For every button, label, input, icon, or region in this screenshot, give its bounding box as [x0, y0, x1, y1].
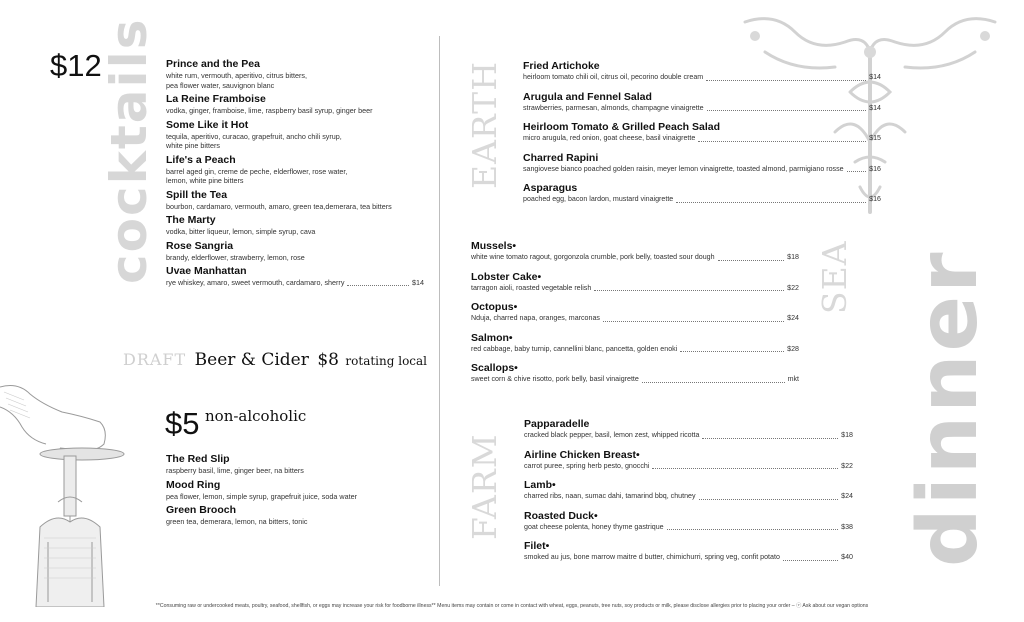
cocktail-item	[166, 189, 424, 212]
cocktail-desc: vodka, ginger, framboise, lime, raspberry basil syrup, ginger beer	[166, 106, 373, 115]
center-divider	[439, 36, 440, 586]
draft-label: DRAFT	[123, 350, 187, 369]
cocktail-desc: lemon, white pine bitters	[166, 176, 244, 185]
cocktail-item	[166, 93, 424, 116]
dish-desc: strawberries, parmesan, almonds, champagne vinaigrette	[523, 103, 704, 112]
dish-name: Papparadelle	[524, 418, 590, 430]
dot-leader	[680, 351, 784, 352]
dot-leader	[699, 499, 839, 500]
dish-name: Heirloom Tomato & Grilled Peach Salad	[523, 121, 721, 133]
earth-item	[523, 182, 881, 205]
dish-desc: white wine tomato ragout, gorgonzola crumble, pork belly, toasted sour dough	[471, 253, 715, 261]
dish-price: $16	[869, 164, 881, 173]
earth-item	[523, 60, 881, 83]
dish-price: $24	[841, 492, 853, 500]
dish-row	[523, 73, 881, 83]
na-item	[166, 504, 406, 527]
draft-beer-line	[123, 350, 427, 370]
dish-name: Lamb•	[524, 479, 556, 491]
cocktail-name: Rose Sangria	[166, 239, 234, 252]
dish-row	[523, 195, 881, 205]
cocktail-desc: white rum, vermouth, aperitivo, citrus bitters,	[166, 71, 308, 80]
farm-section-label: FARM	[465, 433, 504, 540]
cocktail-item	[166, 119, 424, 151]
dish-name: Arugula and Fennel Salad	[523, 90, 652, 103]
cocktail-name: La Reine Framboise	[166, 93, 266, 105]
dish-name: Lobster Cake•	[471, 270, 542, 283]
dish-desc: Nduja, charred napa, oranges, marconas	[471, 314, 600, 322]
dish-row	[523, 165, 881, 175]
draft-note: rotating local	[345, 354, 428, 368]
dish-row	[523, 134, 881, 144]
farm-item	[524, 449, 853, 472]
cocktail-item	[166, 154, 424, 186]
cocktail-desc: white pine bitters	[166, 141, 220, 150]
dish-price: $14	[869, 73, 881, 81]
dot-leader	[702, 438, 838, 439]
dish-desc: poached egg, bacon lardon, mustard vinaigrette	[523, 195, 674, 203]
dish-row	[524, 431, 853, 441]
dish-desc: red cabbage, baby turnip, cannellini blanc, pancetta, golden enoki	[471, 344, 678, 353]
dish-row	[471, 345, 799, 355]
na-name: The Red Slip	[166, 453, 230, 465]
earth-list	[523, 60, 881, 213]
allergy-footer: **Consuming raw or undercooked meats, poultry, seafood, shellfish, or eggs may increase your risk for foodborne illness** Menu items may contain or come in contact with wheat, eggs, peanuts, tree nuts, soy products or milk, please disclose allergies prior to placing your order – ⓥ Ask about our vegan options	[155, 603, 869, 609]
dish-desc: sweet corn & chive risotto, pork belly, basil vinaigrette	[471, 375, 639, 383]
cocktail-name: Prince and the Pea	[166, 58, 260, 70]
farm-item	[524, 510, 853, 533]
dot-leader	[783, 560, 838, 561]
cocktail-desc: pea flower water, sauvignon blanc	[166, 80, 275, 90]
earth-item	[523, 91, 881, 114]
sea-item	[471, 240, 799, 263]
cocktails-heading: cocktails	[100, 17, 158, 284]
dot-leader	[698, 141, 866, 142]
cocktail-desc: barrel aged gin, creme de peche, elderflower, rose water,	[166, 166, 348, 176]
dish-row	[471, 253, 799, 263]
dish-desc: micro arugula, red onion, goat cheese, basil vinaigrette	[523, 134, 696, 142]
sea-item	[471, 332, 799, 355]
sea-section-label: SEA	[815, 240, 854, 314]
cocktails-price: $12	[50, 48, 102, 83]
cocktail-item	[166, 214, 424, 237]
cocktail-name: Uvae Manhattan	[166, 265, 247, 277]
dot-leader	[594, 290, 784, 291]
dot-leader	[642, 382, 785, 383]
dish-row	[471, 284, 799, 294]
cocktail-name: The Marty	[166, 214, 216, 226]
na-item	[166, 453, 406, 476]
cocktail-name: Some Like it Hot	[166, 118, 249, 131]
dot-leader	[707, 110, 867, 111]
dish-row	[524, 492, 853, 502]
dish-price: $14	[869, 103, 881, 112]
dish-name: Octopus•	[471, 301, 518, 313]
sea-item	[471, 271, 799, 294]
dish-desc: sangiovese bianco poached golden raisin, meyer lemon vinaigrette, toasted almond, parmigiano rosse	[523, 164, 844, 173]
farm-item	[524, 540, 853, 563]
dot-leader	[652, 468, 838, 469]
dish-name: Salmon•	[471, 331, 513, 344]
farm-item	[524, 418, 853, 441]
na-item	[166, 479, 406, 502]
dish-desc: charred ribs, naan, sumac dahi, tamarind bbq, chutney	[524, 492, 696, 500]
earth-item	[523, 152, 881, 175]
dinner-heading: dinner	[901, 249, 996, 567]
sea-list	[471, 240, 799, 393]
dot-leader	[676, 202, 866, 203]
dish-desc: cracked black pepper, basil, lemon zest, whipped ricotta	[524, 431, 700, 439]
dot-leader	[706, 80, 866, 81]
dish-price: $18	[841, 431, 853, 439]
cocktails-list	[166, 58, 424, 291]
dish-name: Mussels•	[471, 240, 517, 252]
dot-leader	[847, 171, 867, 172]
dish-name: Filet•	[524, 540, 550, 552]
sea-item	[471, 362, 799, 385]
dish-row	[523, 104, 881, 114]
dish-name: Roasted Duck•	[524, 509, 598, 522]
dish-name: Airline Chicken Breast•	[524, 448, 640, 461]
non-alcoholic-label: non-alcoholic	[205, 407, 307, 425]
dish-price: mkt	[787, 375, 799, 383]
non-alcoholic-list	[166, 453, 406, 530]
dish-row	[524, 553, 853, 563]
na-desc: pea flower, lemon, simple syrup, grapefruit juice, soda water	[166, 491, 357, 501]
farm-list	[524, 418, 853, 571]
cocktail-price: $14	[412, 278, 424, 287]
cocktail-name: Life's a Peach	[166, 153, 236, 166]
dish-price: $18	[787, 253, 799, 261]
dot-leader	[603, 321, 784, 322]
dish-name: Fried Artichoke	[523, 60, 600, 72]
dish-price: $24	[787, 314, 799, 322]
draft-title: Beer & Cider	[194, 350, 309, 370]
na-name: Green Brooch	[166, 504, 237, 516]
earth-section-label: EARTH	[465, 61, 504, 189]
dish-row	[471, 314, 799, 324]
cocktail-desc: rye whiskey, amaro, sweet vermouth, cardamaro, sherry	[166, 278, 345, 287]
dot-leader	[667, 529, 839, 530]
na-name: Mood Ring	[166, 478, 221, 491]
cocktail-item	[166, 265, 424, 288]
dish-price: $22	[787, 283, 799, 292]
dish-desc: tarragon aioli, roasted vegetable relish	[471, 283, 592, 292]
dot-leader	[718, 260, 785, 261]
dish-name: Scallops•	[471, 362, 518, 374]
dish-name: Charred Rapini	[523, 151, 599, 164]
cocktail-desc: vodka, bitter liqueur, lemon, simple syrup, cava	[166, 227, 316, 236]
dish-desc: carrot puree, spring herb pesto, gnocchi	[524, 461, 650, 470]
cocktail-desc: bourbon, cardamaro, vermouth, amaro, green tea,demerara, tea bitters	[166, 201, 392, 211]
farm-item	[524, 479, 853, 502]
cocktail-desc-row	[166, 278, 424, 288]
na-desc: green tea, demerara, lemon, na bitters, tonic	[166, 517, 308, 526]
dish-price: $16	[869, 195, 881, 203]
dish-name: Asparagus	[523, 182, 578, 194]
dish-row	[471, 375, 799, 385]
cocktail-desc: brandy, elderflower, strawberry, lemon, rose	[166, 252, 305, 262]
dish-desc: heirloom tomato chili oil, citrus oil, pecorino double cream	[523, 73, 704, 81]
dish-price: $40	[841, 553, 853, 561]
dish-row	[524, 523, 853, 533]
dish-desc: goat cheese polenta, honey thyme gastrique	[524, 522, 664, 531]
dish-price: $15	[869, 134, 881, 142]
draft-price: $8	[317, 350, 339, 370]
dish-price: $28	[787, 344, 799, 353]
dish-price: $38	[841, 522, 853, 531]
hand-corkscrew-illustration	[0, 352, 130, 607]
cocktail-desc: tequila, aperitivo, curacao, grapefruit, ancho chili syrup,	[166, 131, 342, 141]
earth-item	[523, 121, 881, 144]
dish-desc: smoked au jus, bone marrow maitre d butter, chimichurri, spring veg, confit potato	[524, 553, 780, 561]
cocktail-item	[166, 58, 424, 90]
sea-item	[471, 301, 799, 324]
na-desc: raspberry basil, lime, ginger beer, na bitters	[166, 466, 304, 475]
non-alcoholic-price: $5	[165, 406, 200, 441]
dish-row	[524, 462, 853, 472]
cocktail-name: Spill the Tea	[166, 188, 228, 201]
cocktail-item	[166, 240, 424, 263]
dot-leader	[347, 285, 409, 286]
dish-price: $22	[841, 461, 853, 470]
